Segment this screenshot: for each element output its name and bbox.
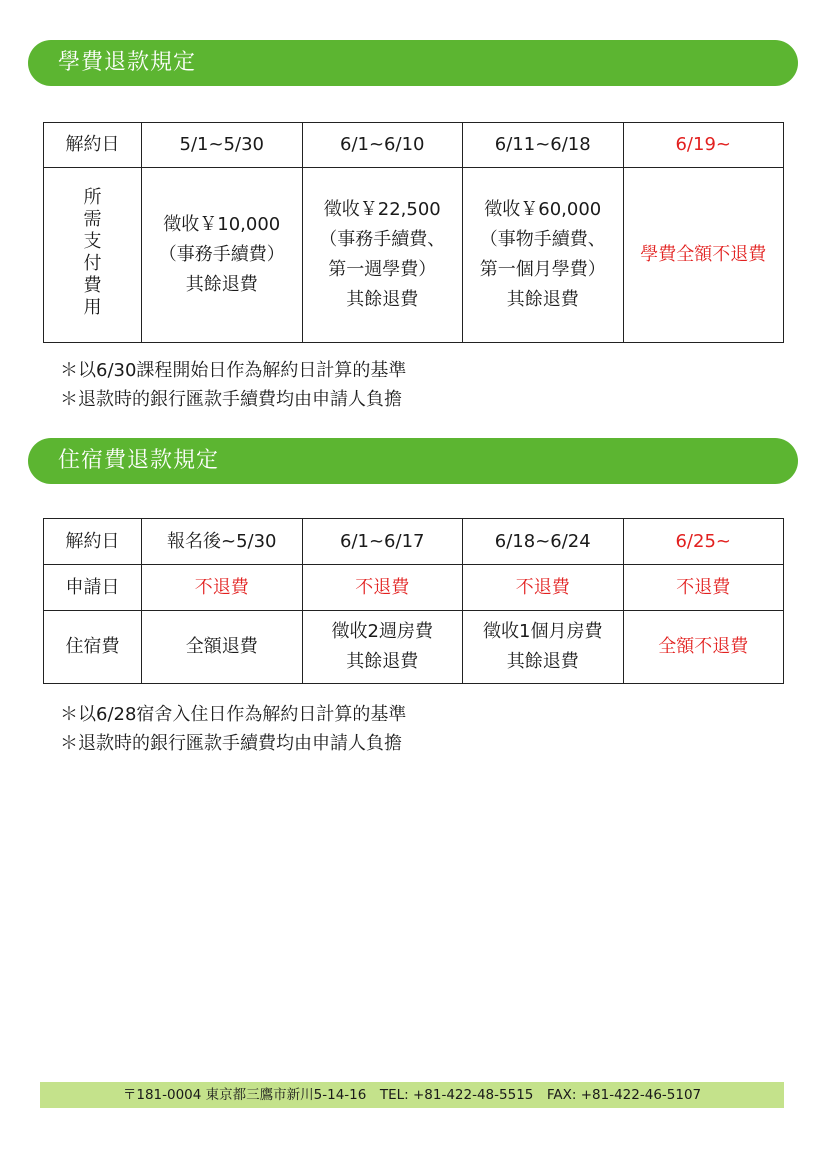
header-cell-cancel-date: 解約日 bbox=[44, 519, 142, 565]
fee-cell-period-3 bbox=[463, 168, 624, 343]
required-fee-label: 所需支付費用 bbox=[83, 187, 102, 318]
fee-line: 徵收￥22,500 bbox=[323, 199, 441, 220]
table-row bbox=[44, 611, 784, 684]
no-refund-cell: 不退費 bbox=[463, 565, 624, 611]
fee-line: 徵收2週房費 bbox=[331, 621, 433, 642]
note-line: ＊以6/30課程開始日作為解約日計算的基準 bbox=[60, 360, 407, 381]
header-cell-period-3: 6/18~6/24 bbox=[463, 519, 624, 565]
fee-cell-period-4 bbox=[623, 168, 784, 343]
no-refund-cell: 不退費 bbox=[623, 565, 784, 611]
housing-fee-cell-period-2 bbox=[302, 611, 463, 684]
tuition-notes bbox=[60, 356, 406, 414]
no-refund-cell: 不退費 bbox=[302, 565, 463, 611]
fee-line: 徵收￥10,000 bbox=[163, 214, 281, 235]
footer-address: 〒181-0004 東京都三鷹市新川5-14-16 TEL: +81-422-48-5515 FAX: +81-422-46-5107 bbox=[122, 1087, 702, 1103]
fee-line: （事務手續費） bbox=[158, 244, 285, 265]
table-header-row bbox=[44, 519, 784, 565]
housing-notes bbox=[60, 700, 406, 758]
housing-refund-table bbox=[43, 518, 784, 684]
no-refund-cell: 不退費 bbox=[142, 565, 303, 611]
table-header-row bbox=[44, 123, 784, 168]
note-line: ＊退款時的銀行匯款手續費均由申請人負擔 bbox=[60, 389, 402, 410]
housing-fee-cell-period-3 bbox=[463, 611, 624, 684]
fee-line: 學費全額不退費 bbox=[640, 244, 767, 265]
fee-line: 徵收1個月房費 bbox=[483, 621, 603, 642]
fee-line: （事物手續費、 bbox=[479, 229, 606, 250]
fee-line: （事務手續費、 bbox=[319, 229, 446, 250]
fee-line: 其餘退費 bbox=[506, 289, 579, 310]
header-cell-period-1: 報名後~5/30 bbox=[142, 519, 303, 565]
table-row bbox=[44, 565, 784, 611]
tuition-section-title: 學費退款規定 bbox=[28, 40, 798, 86]
row-label-cell: 申請日 bbox=[44, 565, 142, 611]
fee-line: 其餘退費 bbox=[185, 274, 258, 295]
note-line: ＊以6/28宿舍入住日作為解約日計算的基準 bbox=[60, 704, 407, 725]
header-cell-period-3: 6/11~6/18 bbox=[463, 123, 624, 168]
tuition-refund-table bbox=[43, 122, 784, 343]
fee-line: 其餘退費 bbox=[506, 651, 579, 672]
header-cell-cancel-date: 解約日 bbox=[44, 123, 142, 168]
fee-line: 第一週學費） bbox=[328, 259, 437, 280]
fee-line: 全額不退費 bbox=[658, 636, 749, 657]
header-cell-period-4: 6/25~ bbox=[623, 519, 784, 565]
fee-line: 其餘退費 bbox=[346, 651, 419, 672]
table-row bbox=[44, 168, 784, 343]
header-cell-period-4: 6/19~ bbox=[623, 123, 784, 168]
fee-cell-period-2 bbox=[302, 168, 463, 343]
fee-line: 第一個月學費） bbox=[479, 259, 606, 280]
header-cell-period-2: 6/1~6/17 bbox=[302, 519, 463, 565]
note-line: ＊退款時的銀行匯款手續費均由申請人負擔 bbox=[60, 733, 402, 754]
housing-fee-cell-period-1 bbox=[142, 611, 303, 684]
housing-section-title: 住宿費退款規定 bbox=[28, 438, 798, 484]
header-cell-period-1: 5/1~5/30 bbox=[142, 123, 303, 168]
header-cell-period-2: 6/1~6/10 bbox=[302, 123, 463, 168]
fee-cell-period-1 bbox=[142, 168, 303, 343]
fee-line: 全額退費 bbox=[185, 636, 258, 657]
row-label-cell bbox=[44, 168, 142, 343]
footer-contact-bar bbox=[40, 1082, 784, 1108]
row-label-cell: 住宿費 bbox=[44, 611, 142, 684]
fee-line: 其餘退費 bbox=[346, 289, 419, 310]
housing-fee-cell-period-4 bbox=[623, 611, 784, 684]
fee-line: 徵收￥60,000 bbox=[484, 199, 602, 220]
